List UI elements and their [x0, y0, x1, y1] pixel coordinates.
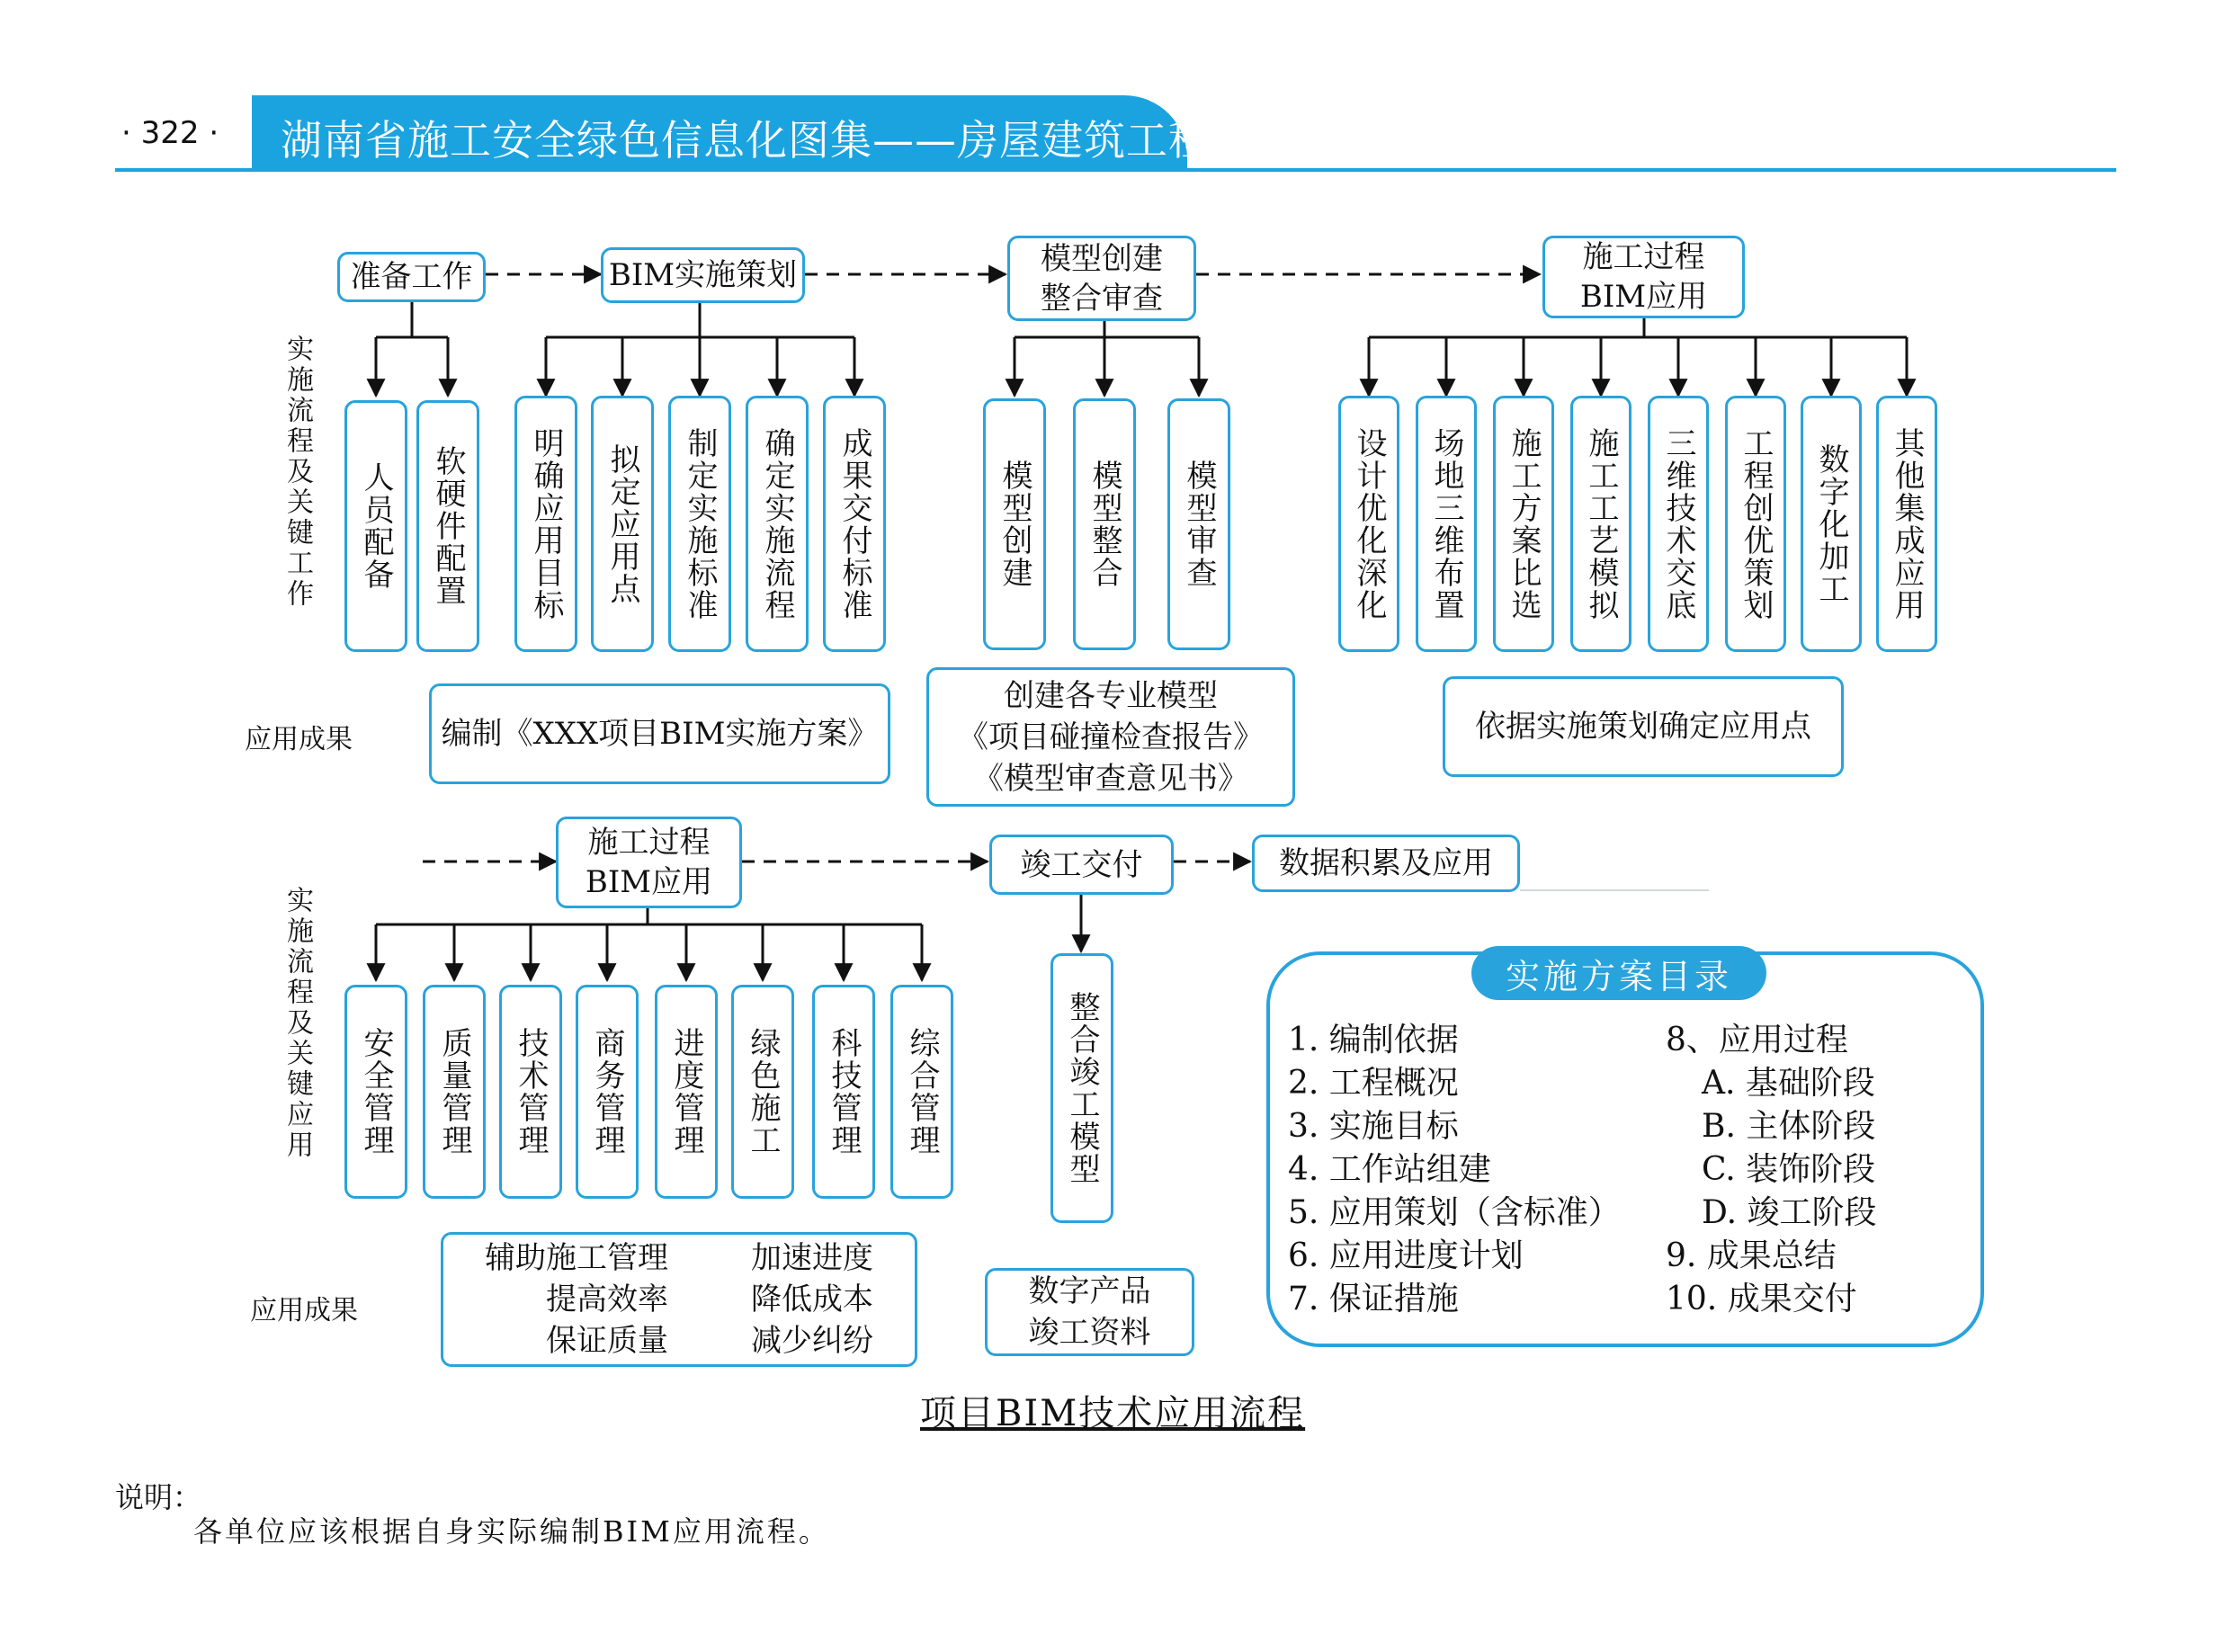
note-text: 各单位应该根据自身实际编制BIM应用流程。 — [193, 1514, 830, 1549]
toc-item: C. 装饰阶段 — [1702, 1151, 1876, 1188]
app-item: 其他集成应用 — [1876, 396, 1937, 652]
toc-item: 2. 工程概况 — [1288, 1065, 1459, 1102]
app-item: 施工工艺模拟 — [1570, 396, 1632, 652]
bottom-side-label: 实施流程及关键应用 — [282, 886, 313, 1161]
app-item: 场地三维布置 — [1416, 396, 1477, 652]
figure-caption: 项目BIM技术应用流程 — [920, 1393, 1306, 1434]
toc-item: 10. 成果交付 — [1666, 1281, 1857, 1317]
toc-item: 6. 应用进度计划 — [1288, 1237, 1524, 1274]
model-item: 模型审查 — [1167, 398, 1230, 650]
model-item: 模型整合 — [1073, 398, 1136, 650]
result-mgmt — [441, 1232, 917, 1367]
result-mgmt-line: 减少纠纷 — [751, 1323, 873, 1359]
mgmt-item: 绿色施工 — [731, 985, 794, 1199]
app-item: 施工方案比选 — [1493, 396, 1554, 652]
result-delivery: 数字产品 竣工资料 — [985, 1268, 1194, 1356]
plan-item: 成果交付标准 — [823, 396, 886, 652]
mgmt-item: 安全管理 — [344, 985, 407, 1199]
top-side-label: 实施流程及关键工作 — [282, 335, 313, 610]
toc-title: 实施方案目录 — [1471, 946, 1766, 1000]
toc-item: 8、应用过程 — [1666, 1022, 1848, 1058]
stage-model: 模型创建 整合审查 — [1007, 236, 1196, 321]
model-item: 模型创建 — [983, 398, 1046, 650]
book-title: 湖南省施工安全绿色信息化图集——房屋建筑工程 — [281, 116, 1211, 165]
app-item: 设计优化深化 — [1338, 396, 1399, 652]
toc-item: D. 竣工阶段 — [1702, 1194, 1877, 1231]
stage-prep: 准备工作 — [337, 252, 486, 302]
toc-item: 4. 工作站组建 — [1288, 1151, 1491, 1188]
plan-item: 制定实施标准 — [668, 396, 731, 652]
result-mgmt-left — [485, 1237, 668, 1362]
mgmt-item: 科技管理 — [812, 985, 875, 1199]
toc-item: 1. 编制依据 — [1288, 1022, 1459, 1058]
toc-item: 9. 成果总结 — [1666, 1237, 1837, 1274]
prep-item: 人员配备 — [344, 400, 407, 652]
mgmt-item: 质量管理 — [423, 985, 486, 1199]
result-mgmt-line: 保证质量 — [546, 1323, 668, 1359]
result-mgmt-line: 提高效率 — [546, 1281, 668, 1317]
stage-data: 数据积累及应用 — [1252, 835, 1520, 892]
top-result-label: 应用成果 — [245, 724, 353, 755]
result-mgmt-right — [751, 1237, 873, 1362]
mgmt-item: 综合管理 — [890, 985, 953, 1199]
app-item: 工程创优策划 — [1725, 396, 1786, 652]
result-mgmt-line: 辅助施工管理 — [485, 1240, 668, 1276]
toc-item: 7. 保证措施 — [1288, 1281, 1459, 1317]
toc-item: 3. 实施目标 — [1288, 1108, 1459, 1145]
app-item: 数字化加工 — [1801, 396, 1862, 652]
plan-item: 拟定应用点 — [591, 396, 654, 652]
result-mgmt-line: 加速进度 — [751, 1240, 873, 1276]
stage-plan: BIM实施策划 — [601, 247, 805, 303]
plan-item: 明确应用目标 — [514, 396, 577, 652]
delivery-item: 整合竣工模型 — [1050, 953, 1113, 1223]
result-app: 依据实施策划确定应用点 — [1443, 676, 1844, 777]
mgmt-item: 技术管理 — [499, 985, 562, 1199]
toc-item: B. 主体阶段 — [1702, 1108, 1876, 1145]
result-mgmt-line: 降低成本 — [751, 1281, 873, 1317]
plan-item: 确定实施流程 — [746, 396, 809, 652]
prep-item: 软硬件配置 — [416, 400, 479, 652]
toc-item: A. 基础阶段 — [1702, 1065, 1875, 1102]
result-plan: 编制《XXX项目BIM实施方案》 — [429, 683, 890, 784]
page-number: · 322 · — [121, 115, 219, 151]
result-model: 创建各专业模型 《项目碰撞检查报告》 《模型审查意见书》 — [926, 667, 1295, 807]
stage-bottom-app: 施工过程 BIM应用 — [556, 817, 742, 908]
stage-delivery: 竣工交付 — [989, 835, 1174, 895]
note-label: 说明： — [115, 1480, 202, 1514]
bottom-result-label: 应用成果 — [250, 1295, 358, 1326]
app-item: 三维技术交底 — [1648, 396, 1709, 652]
stage-app: 施工过程 BIM应用 — [1542, 236, 1745, 318]
toc-item: 5. 应用策划（含标准） — [1288, 1194, 1621, 1231]
mgmt-item: 商务管理 — [576, 985, 639, 1199]
mgmt-item: 进度管理 — [655, 985, 718, 1199]
